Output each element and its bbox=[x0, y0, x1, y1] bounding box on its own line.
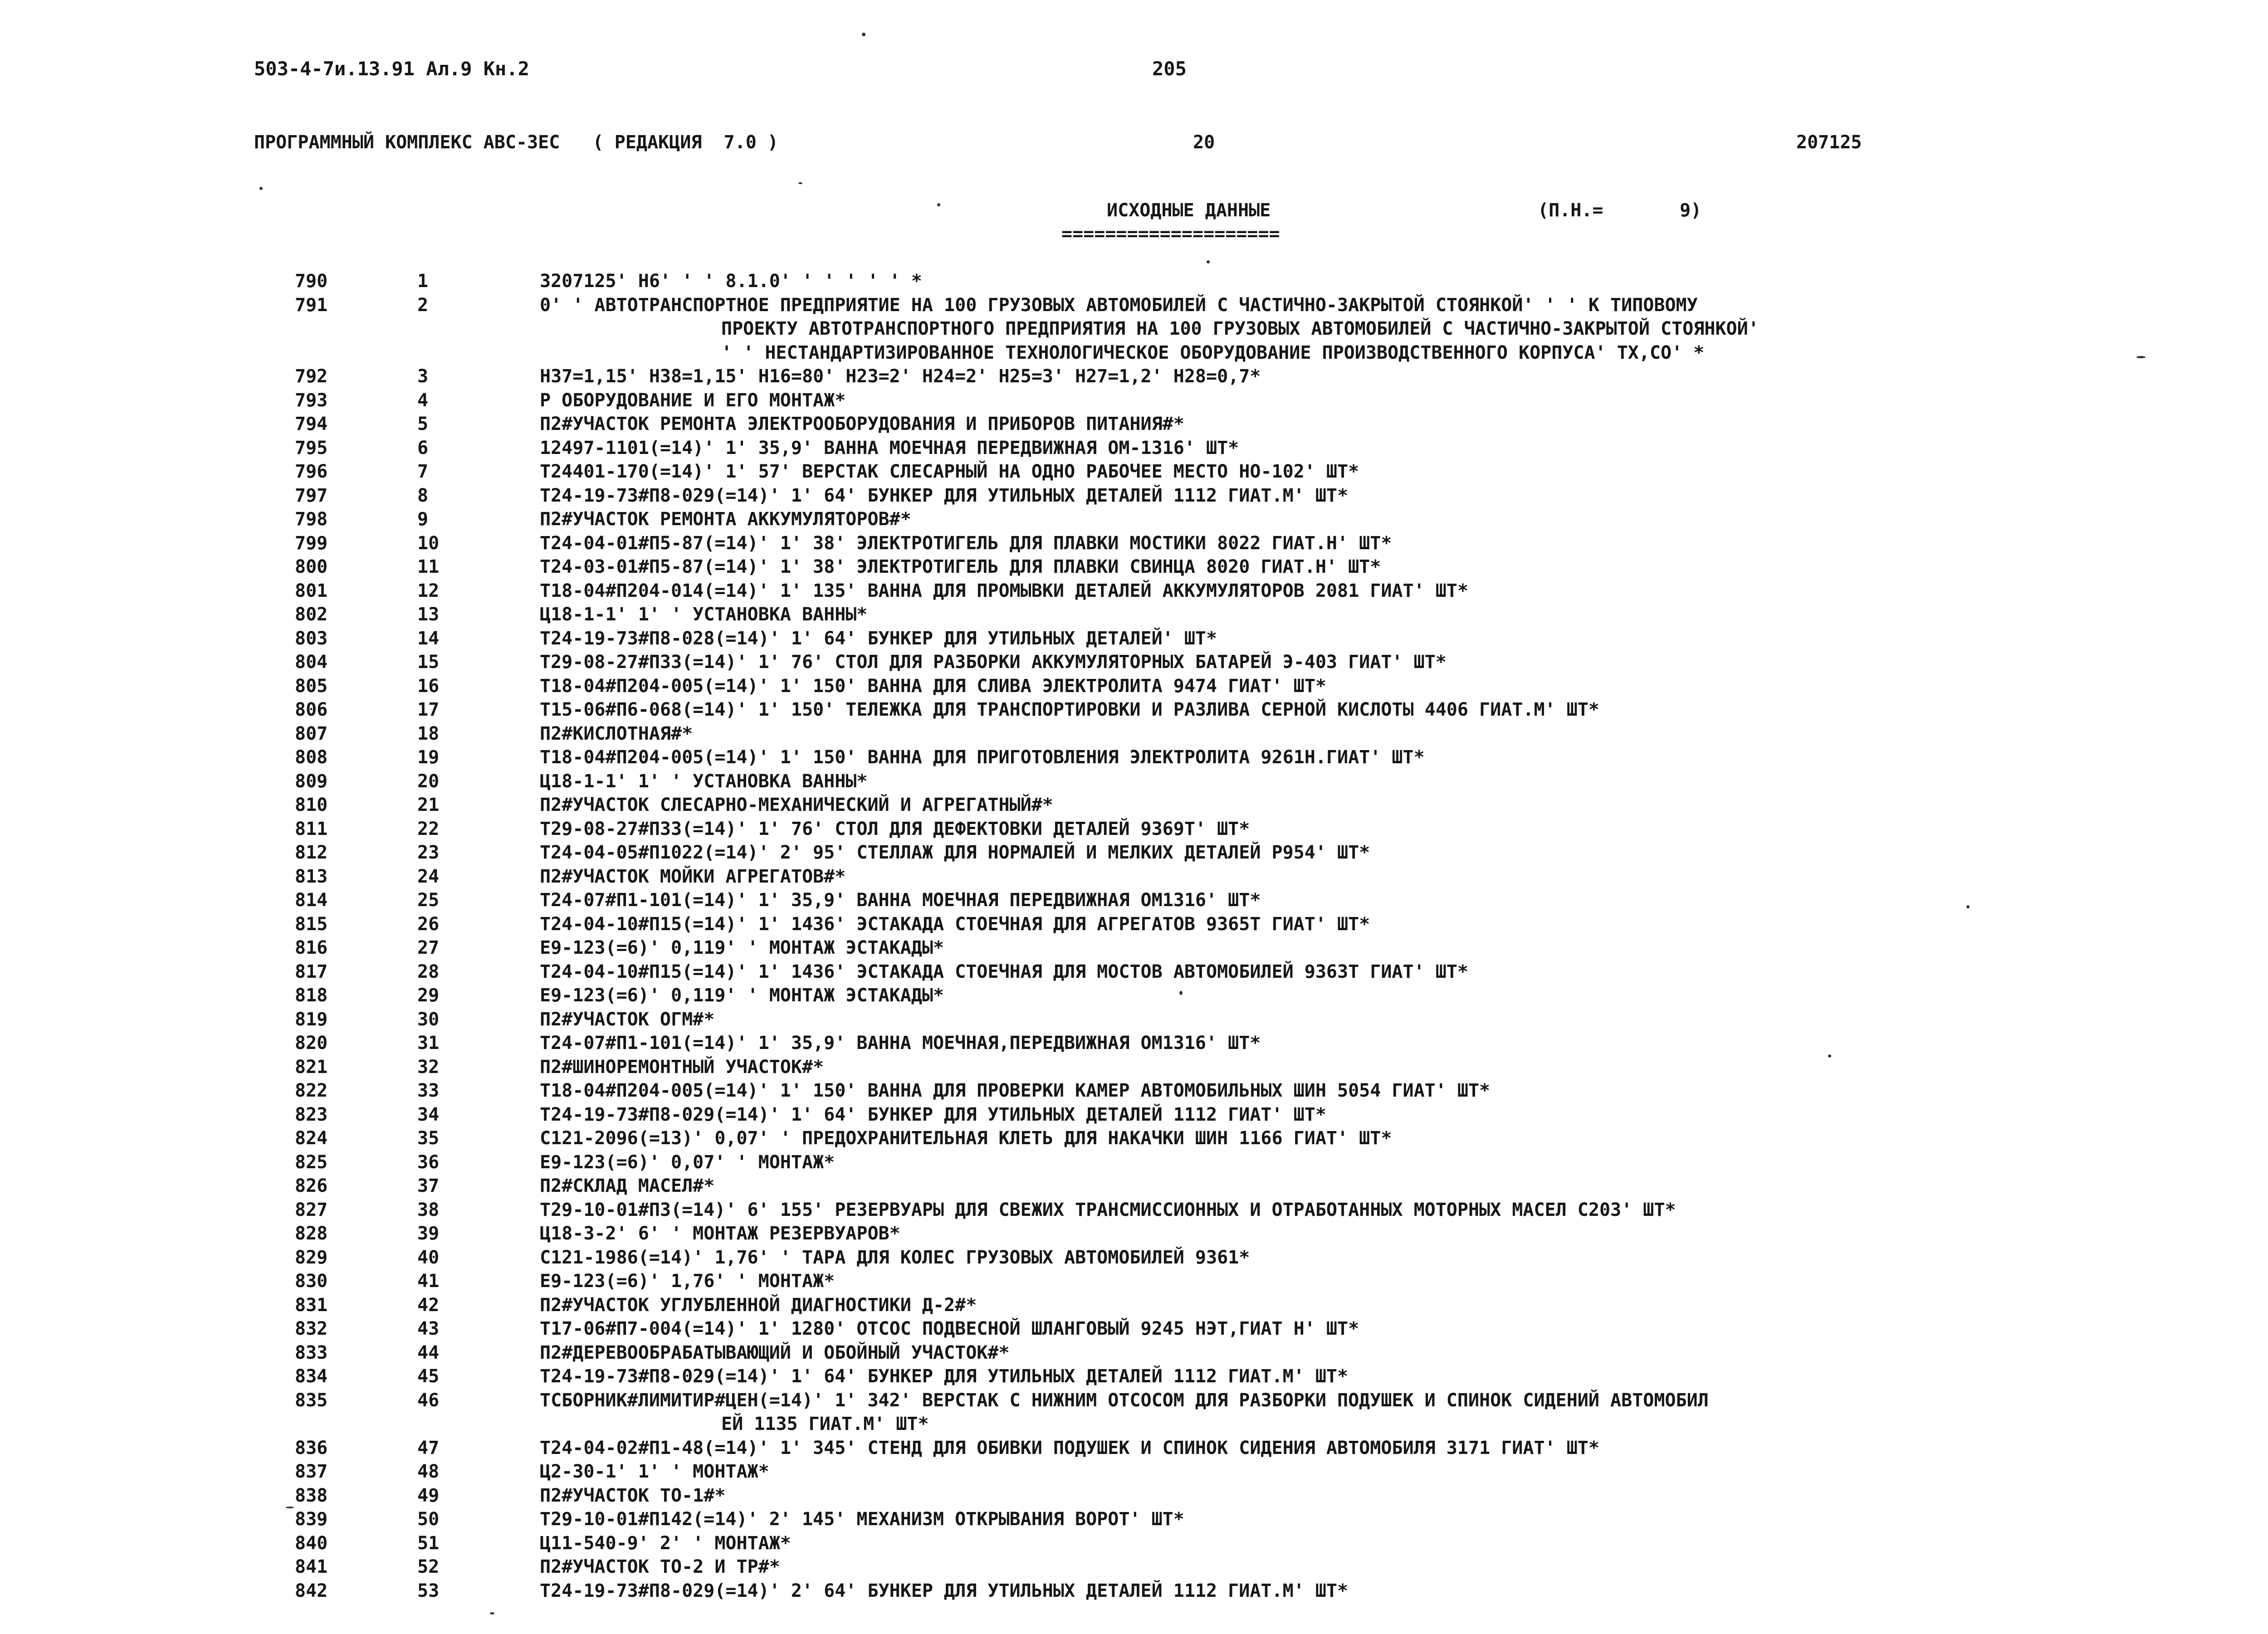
record-line: Т24-19-73#П8-028(=14)' 1' 64' БУНКЕР ДЛЯ УТИЛЬНЫХ ДЕТАЛЕЙ' ШТ* bbox=[540, 628, 1217, 649]
listing-row bbox=[0, 1365, 2268, 1389]
record-text bbox=[540, 984, 2100, 1008]
record-text bbox=[540, 269, 2100, 293]
record-line: 0' ' АВТОТРАНСПОРТНОЕ ПРЕДПРИЯТИЕ НА 100 ГРУЗОВЫХ АВТОМОБИЛЕЙ С ЧАСТИЧНО-ЗАКРЫТОЙ СТОЯНКОЙ' ' ' К ТИПОВОМУ bbox=[540, 294, 1698, 316]
record-text bbox=[540, 1008, 2100, 1032]
record-line: Т24-04-02#П1-48(=14)' 1' 345' СТЕНД ДЛЯ ОБИВКИ ПОДУШЕК И СПИНОК СИДЕНИЯ АВТОМОБИЛЯ 3171 ГИАТ' ШТ* bbox=[540, 1437, 1599, 1458]
record-line: 3207125' Н6' ' ' 8.1.0' ' ' ' ' ' * bbox=[540, 271, 922, 292]
line-number: 829 bbox=[295, 1247, 328, 1268]
record-line: Е9-123(=6)' 0,119' ' МОНТАЖ ЭСТАКАДЫ* bbox=[540, 985, 944, 1006]
sequence-number: 3 bbox=[417, 366, 429, 387]
sequence-number: 12 bbox=[417, 580, 440, 601]
record-text bbox=[540, 722, 2100, 746]
listing-row bbox=[0, 269, 2268, 293]
record-line: П2#СКЛАД МАСЕЛ#* bbox=[540, 1176, 715, 1196]
line-number: 820 bbox=[295, 1033, 328, 1054]
record-text bbox=[540, 579, 2100, 603]
line-number: 794 bbox=[295, 414, 328, 434]
record-line: П2#УЧАСТОК ТО-2 И ТР#* bbox=[540, 1556, 780, 1577]
listing-row bbox=[0, 1269, 2268, 1293]
line-number: 800 bbox=[295, 556, 328, 577]
record-line: П2#УЧАСТОК РЕМОНТА АККУМУЛЯТОРОВ#* bbox=[540, 509, 911, 530]
line-number: 797 bbox=[295, 485, 328, 506]
listing-row bbox=[0, 1532, 2268, 1556]
sequence-number: 27 bbox=[417, 937, 440, 958]
listing-row bbox=[0, 1008, 2268, 1032]
listing-row bbox=[0, 841, 2268, 865]
record-text bbox=[540, 746, 2100, 770]
listing-row bbox=[0, 555, 2268, 579]
line-number: 790 bbox=[295, 271, 328, 292]
record-line: Т18-04#П204-014(=14)' 1' 135' ВАННА ДЛЯ ПРОМЫВКИ ДЕТАЛЕЙ АККУМУЛЯТОРОВ 2081 ГИАТ' ШТ* bbox=[540, 580, 1468, 601]
record-text bbox=[540, 817, 2100, 841]
record-line: Т24401-170(=14)' 1' 57' ВЕРСТАК СЛЕСАРНЫЙ НА ОДНО РАБОЧЕЕ МЕСТО НО-102' ШТ* bbox=[540, 461, 1359, 482]
record-line: Т24-03-01#П5-87(=14)' 1' 38' ЭЛЕКТРОТИГЕЛЬ ДЛЯ ПЛАВКИ СВИНЦА 8020 ГИАТ.Н' ШТ* bbox=[540, 556, 1381, 577]
record-line: П2#КИСЛОТНАЯ#* bbox=[540, 723, 693, 744]
line-number: 803 bbox=[295, 628, 328, 649]
record-continuation-line: ЕЙ 1135 ГИАТ.М' ШТ* bbox=[721, 1414, 929, 1434]
listing-row bbox=[0, 650, 2268, 674]
listing-row bbox=[0, 888, 2268, 912]
scan-speck bbox=[2136, 356, 2146, 358]
listing-row bbox=[0, 436, 2268, 460]
listing-row bbox=[0, 460, 2268, 484]
record-text bbox=[540, 793, 2100, 817]
listing-row bbox=[0, 984, 2268, 1008]
sequence-number: 52 bbox=[417, 1556, 440, 1577]
record-text bbox=[540, 674, 2100, 698]
listing-row bbox=[0, 389, 2268, 413]
sequence-number: 18 bbox=[417, 723, 440, 744]
sequence-number: 50 bbox=[417, 1509, 440, 1530]
sequence-number: 36 bbox=[417, 1151, 440, 1173]
listing-row bbox=[0, 936, 2268, 960]
record-line: Т24-04-01#П5-87(=14)' 1' 38' ЭЛЕКТРОТИГЕЛЬ ДЛЯ ПЛАВКИ МОСТИКИ 8022 ГИАТ.Н' ШТ* bbox=[540, 532, 1392, 554]
record-text bbox=[540, 532, 2100, 556]
record-line: Т18-04#П204-005(=14)' 1' 150' ВАННА ДЛЯ СЛИВА ЭЛЕКТРОЛИТА 9474 ГИАТ' ШТ* bbox=[540, 675, 1326, 697]
record-line: Т24-04-10#П15(=14)' 1' 1436' ЭСТАКАДА СТОЕЧНАЯ ДЛЯ МОСТОВ АВТОМОБИЛЕЙ 9363Т ГИАТ' ШТ* bbox=[540, 961, 1468, 982]
listing-row bbox=[0, 365, 2268, 389]
listing-row bbox=[0, 865, 2268, 889]
record-line: Т29-10-01#П3(=14)' 6' 155' РЕЗЕРВУАРЫ ДЛЯ СВЕЖИХ ТРАНСМИССИОННЫХ И ОТРАБОТАННЫХ МОТОРНЫХ МАСЕЛ С203' ШТ* bbox=[540, 1199, 1676, 1220]
line-number: 805 bbox=[295, 675, 328, 697]
record-text bbox=[540, 1293, 2100, 1317]
sequence-number: 28 bbox=[417, 961, 440, 982]
record-text bbox=[540, 1484, 2100, 1508]
record-text bbox=[540, 1507, 2100, 1532]
record-line: С121-2096(=13)' 0,07' ' ПРЕДОХРАНИТЕЛЬНАЯ КЛЕТЬ ДЛЯ НАКАЧКИ ШИН 1166 ГИАТ' ШТ* bbox=[540, 1128, 1392, 1149]
sequence-number: 45 bbox=[417, 1366, 440, 1387]
line-number: 837 bbox=[295, 1461, 328, 1482]
page-number: 205 bbox=[1152, 58, 1187, 80]
record-text bbox=[540, 698, 2100, 722]
sequence-number: 10 bbox=[417, 532, 440, 554]
line-number: 791 bbox=[295, 294, 328, 316]
line-number: 824 bbox=[295, 1128, 328, 1149]
scan-speck bbox=[798, 182, 802, 184]
listing-row bbox=[0, 722, 2268, 746]
sequence-number: 2 bbox=[417, 294, 429, 316]
listing-row bbox=[0, 698, 2268, 722]
record-text bbox=[540, 1460, 2100, 1484]
record-text bbox=[540, 936, 2100, 960]
record-text bbox=[540, 389, 2100, 413]
record-line: П2#ДЕРЕВООБРАБАТЫВАЮЩИЙ И ОБОЙНЫЙ УЧАСТОК#* bbox=[540, 1342, 1010, 1363]
scan-speck bbox=[259, 187, 263, 190]
line-number: 834 bbox=[295, 1366, 328, 1387]
record-line: Т18-04#П204-005(=14)' 1' 150' ВАННА ДЛЯ ПРОВЕРКИ КАМЕР АВТОМОБИЛЬНЫХ ШИН 5054 ГИАТ' ШТ* bbox=[540, 1080, 1491, 1101]
line-number: 842 bbox=[295, 1580, 328, 1601]
sequence-number: 8 bbox=[417, 485, 429, 506]
line-number: 808 bbox=[295, 747, 328, 768]
line-number: 813 bbox=[295, 866, 328, 887]
record-text bbox=[540, 1127, 2100, 1151]
line-number: 825 bbox=[295, 1151, 328, 1173]
record-text bbox=[540, 1151, 2100, 1175]
sequence-number: 42 bbox=[417, 1294, 440, 1316]
line-number: 826 bbox=[295, 1176, 328, 1196]
record-text bbox=[540, 460, 2100, 484]
line-number: 804 bbox=[295, 652, 328, 673]
sequence-number: 5 bbox=[417, 414, 429, 434]
line-number: 815 bbox=[295, 913, 328, 935]
sequence-number: 53 bbox=[417, 1580, 440, 1601]
record-line: П2#УЧАСТОК УГЛУБЛЕННОЙ ДИАГНОСТИКИ Д-2#* bbox=[540, 1294, 977, 1316]
record-line: П2#УЧАСТОК МОЙКИ АГРЕГАТОВ#* bbox=[540, 866, 846, 887]
listing-row bbox=[0, 960, 2268, 984]
line-number: 802 bbox=[295, 604, 328, 625]
sequence-number: 37 bbox=[417, 1176, 440, 1196]
record-text bbox=[540, 1555, 2100, 1579]
line-number: 795 bbox=[295, 437, 328, 458]
line-number: 806 bbox=[295, 699, 328, 720]
record-text bbox=[540, 484, 2100, 508]
record-text bbox=[540, 555, 2100, 579]
record-line: Т29-10-01#П142(=14)' 2' 145' МЕХАНИЗМ ОТКРЫВАНИЯ ВОРОТ' ШТ* bbox=[540, 1509, 1184, 1530]
sequence-number: 35 bbox=[417, 1128, 440, 1149]
data-listing bbox=[0, 269, 2268, 1603]
record-text bbox=[540, 1103, 2100, 1127]
record-text bbox=[540, 1317, 2100, 1341]
listing-row bbox=[0, 293, 2268, 365]
listing-row bbox=[0, 579, 2268, 603]
listing-row bbox=[0, 1103, 2268, 1127]
section-title: ИСХОДНЫЕ ДАННЫЕ bbox=[1107, 200, 1271, 221]
line-number: 827 bbox=[295, 1199, 328, 1220]
listing-row bbox=[0, 1079, 2268, 1103]
record-line: Т24-04-10#П15(=14)' 1' 1436' ЭСТАКАДА СТОЕЧНАЯ ДЛЯ АГРЕГАТОВ 9365Т ГИАТ' ШТ* bbox=[540, 913, 1370, 935]
sequence-number: 30 bbox=[417, 1009, 440, 1030]
listing-row bbox=[0, 746, 2268, 770]
line-number: 816 bbox=[295, 937, 328, 958]
line-number: 835 bbox=[295, 1390, 328, 1411]
record-line: ТСБОРНИК#ЛИМИТИР#ЦЕН(=14)' 1' 342' ВЕРСТАК С НИЖНИМ ОТСОСОМ ДЛЯ РАЗБОРКИ ПОДУШЕК И СПИНОК СИДЕНИЙ АВТОМОБИЛ bbox=[540, 1390, 1709, 1411]
line-number: 839 bbox=[295, 1509, 328, 1530]
line-number: 836 bbox=[295, 1437, 328, 1458]
listing-row bbox=[0, 1341, 2268, 1365]
record-line: П2#УЧАСТОК ТО-1#* bbox=[540, 1485, 726, 1506]
record-line: 12497-1101(=14)' 1' 35,9' ВАННА МОЕЧНАЯ ПЕРЕДВИЖНАЯ ОМ-1316' ШТ* bbox=[540, 437, 1239, 458]
line-number: 831 bbox=[295, 1294, 328, 1316]
sequence-number: 1 bbox=[417, 271, 429, 292]
record-text bbox=[540, 627, 2100, 651]
sequence-number: 4 bbox=[417, 390, 429, 411]
listing-row bbox=[0, 1151, 2268, 1175]
listing-row bbox=[0, 1293, 2268, 1317]
line-number: 818 bbox=[295, 985, 328, 1006]
record-text bbox=[540, 412, 2100, 436]
listing-row bbox=[0, 532, 2268, 556]
record-text bbox=[540, 770, 2100, 794]
record-text bbox=[540, 1341, 2100, 1365]
line-number: 819 bbox=[295, 1009, 328, 1030]
record-line: Н37=1,15' Н38=1,15' Н16=80' Н23=2' Н24=2' Н25=3' Н27=1,2' Н28=0,7* bbox=[540, 366, 1261, 387]
document-code: 207125 bbox=[1796, 132, 1862, 153]
record-line: Е9-123(=6)' 1,76' ' МОНТАЖ* bbox=[540, 1271, 835, 1292]
record-text bbox=[540, 1532, 2100, 1556]
scan-speck bbox=[1207, 260, 1210, 263]
sequence-number: 9 bbox=[417, 509, 429, 530]
record-text bbox=[540, 1174, 2100, 1198]
record-continuation-line: ' ' НЕСТАНДАРТИЗИРОВАННОЕ ТЕХНОЛОГИЧЕСКОЕ ОБОРУДОВАНИЕ ПРОИЗВОДСТВЕННОГО КОРПУСА' ТХ,СО' * bbox=[721, 342, 1705, 363]
sequence-number: 40 bbox=[417, 1247, 440, 1268]
line-number: 807 bbox=[295, 723, 328, 744]
line-number: 832 bbox=[295, 1318, 328, 1339]
sequence-number: 25 bbox=[417, 890, 440, 911]
record-line: Ц2-30-1' 1' ' МОНТАЖ* bbox=[540, 1461, 769, 1482]
sequence-number: 17 bbox=[417, 699, 440, 720]
listing-row bbox=[0, 627, 2268, 651]
record-line: Р ОБОРУДОВАНИЕ И ЕГО МОНТАЖ* bbox=[540, 390, 846, 411]
record-text bbox=[540, 1222, 2100, 1246]
sequence-number: 39 bbox=[417, 1223, 440, 1244]
record-text bbox=[540, 1389, 2100, 1436]
line-number: 793 bbox=[295, 390, 328, 411]
record-text bbox=[540, 603, 2100, 627]
sequence-number: 19 bbox=[417, 747, 440, 768]
record-text bbox=[540, 1436, 2100, 1460]
scan-speck bbox=[286, 1507, 294, 1508]
line-number: 838 bbox=[295, 1485, 328, 1506]
sequence-number: 32 bbox=[417, 1056, 440, 1078]
program-header: ПРОГРАММНЫЙ КОМПЛЕКС АВС-ЗЕС ( РЕДАКЦИЯ 7.0 ) bbox=[254, 132, 778, 153]
line-number: 792 bbox=[295, 366, 328, 387]
sequence-number: 29 bbox=[417, 985, 440, 1006]
line-number: 812 bbox=[295, 842, 328, 863]
record-text bbox=[540, 1079, 2100, 1103]
listing-row bbox=[0, 1174, 2268, 1198]
sequence-number: 33 bbox=[417, 1080, 440, 1101]
listing-row bbox=[0, 412, 2268, 436]
record-text bbox=[540, 960, 2100, 984]
line-number: 833 bbox=[295, 1342, 328, 1363]
record-text bbox=[540, 650, 2100, 674]
listing-row bbox=[0, 1198, 2268, 1222]
listing-row bbox=[0, 1222, 2268, 1246]
sequence-number: 15 bbox=[417, 652, 440, 673]
line-number: 798 bbox=[295, 509, 328, 530]
line-number: 814 bbox=[295, 890, 328, 911]
record-line: Т24-07#П1-101(=14)' 1' 35,9' ВАННА МОЕЧНАЯ ПЕРЕДВИЖНАЯ ОМ1316' ШТ* bbox=[540, 890, 1261, 911]
record-line: П2#УЧАСТОК СЛЕСАРНО-МЕХАНИЧЕСКИЙ И АГРЕГАТНЫЙ#* bbox=[540, 795, 1053, 815]
sequence-number: 34 bbox=[417, 1104, 440, 1125]
record-text bbox=[540, 436, 2100, 460]
record-text bbox=[540, 1198, 2100, 1222]
listing-row bbox=[0, 817, 2268, 841]
record-text bbox=[540, 888, 2100, 912]
listing-row bbox=[0, 507, 2268, 532]
line-number: 809 bbox=[295, 771, 328, 792]
record-line: Т24-04-05#П1022(=14)' 2' 95' СТЕЛЛАЖ ДЛЯ НОРМАЛЕЙ И МЕЛКИХ ДЕТАЛЕЙ Р954' ШТ* bbox=[540, 842, 1370, 863]
sequence-number: 26 bbox=[417, 913, 440, 935]
line-number: 799 bbox=[295, 532, 328, 554]
listing-row bbox=[0, 1317, 2268, 1341]
record-line: Т24-19-73#П8-029(=14)' 1' 64' БУНКЕР ДЛЯ УТИЛЬНЫХ ДЕТАЛЕЙ 1112 ГИАТ.М' ШТ* bbox=[540, 485, 1349, 506]
line-number: 828 bbox=[295, 1223, 328, 1244]
listing-row bbox=[0, 484, 2268, 508]
line-number: 830 bbox=[295, 1271, 328, 1292]
line-number: 817 bbox=[295, 961, 328, 982]
section-pn: (П.Н.= 9) bbox=[1538, 200, 1702, 221]
scan-speck bbox=[937, 203, 940, 206]
listing-row bbox=[0, 1031, 2268, 1055]
record-line: С121-1986(=14)' 1,76' ' ТАРА ДЛЯ КОЛЕС ГРУЗОВЫХ АВТОМОБИЛЕЙ 9361* bbox=[540, 1247, 1250, 1268]
record-continuation-line: ПРОЕКТУ АВТОТРАНСПОРТНОГО ПРЕДПРИЯТИЯ НА 100 ГРУЗОВЫХ АВТОМОБИЛЕЙ С ЧАСТИЧНО-ЗАКРЫТОЙ СТОЯНКОЙ' bbox=[721, 318, 1759, 339]
record-line: Е9-123(=6)' 0,07' ' МОНТАЖ* bbox=[540, 1151, 835, 1173]
scan-speck bbox=[1179, 991, 1183, 995]
record-line: Т24-07#П1-101(=14)' 1' 35,9' ВАННА МОЕЧНАЯ,ПЕРЕДВИЖНАЯ ОМ1316' ШТ* bbox=[540, 1033, 1261, 1054]
listing-row bbox=[0, 1389, 2268, 1436]
listing-row bbox=[0, 1484, 2268, 1508]
line-number: 810 bbox=[295, 795, 328, 815]
scan-speck bbox=[1966, 905, 1970, 908]
record-line: Т24-19-73#П8-029(=14)' 1' 64' БУНКЕР ДЛЯ УТИЛЬНЫХ ДЕТАЛЕЙ 1112 ГИАТ' ШТ* bbox=[540, 1104, 1326, 1125]
record-line: Ц18-3-2' 6' ' МОНТАЖ РЕЗЕРВУАРОВ* bbox=[540, 1223, 900, 1244]
listing-row bbox=[0, 1460, 2268, 1484]
sequence-number: 6 bbox=[417, 437, 429, 458]
scan-speck bbox=[1828, 1054, 1831, 1058]
record-line: Т29-08-27#П33(=14)' 1' 76' СТОЛ ДЛЯ ДЕФЕКТОВКИ ДЕТАЛЕЙ 9369Т' ШТ* bbox=[540, 818, 1250, 839]
record-text bbox=[540, 865, 2100, 889]
record-text bbox=[540, 1579, 2100, 1603]
record-line: Е9-123(=6)' 0,119' ' МОНТАЖ ЭСТАКАДЫ* bbox=[540, 937, 944, 958]
line-number: 840 bbox=[295, 1532, 328, 1554]
line-number: 796 bbox=[295, 461, 328, 482]
record-text bbox=[540, 841, 2100, 865]
line-number: 822 bbox=[295, 1080, 328, 1101]
scan-speck bbox=[490, 1612, 494, 1614]
record-line: П2#УЧАСТОК ОГМ#* bbox=[540, 1009, 715, 1030]
scan-speck bbox=[862, 33, 865, 36]
listing-row bbox=[0, 1436, 2268, 1460]
record-line: Т29-08-27#П33(=14)' 1' 76' СТОЛ ДЛЯ РАЗБОРКИ АККУМУЛЯТОРНЫХ БАТАРЕЙ Э-403 ГИАТ' ШТ* bbox=[540, 652, 1447, 673]
listing-row bbox=[0, 674, 2268, 698]
record-text bbox=[540, 912, 2100, 937]
record-text bbox=[540, 1031, 2100, 1055]
record-line: Т17-06#П7-004(=14)' 1' 1280' ОТСОС ПОДВЕСНОЙ ШЛАНГОВЫЙ 9245 НЭТ,ГИАТ Н' ШТ* bbox=[540, 1318, 1359, 1339]
record-line: П2#УЧАСТОК РЕМОНТА ЭЛЕКТРООБОРУДОВАНИЯ И ПРИБОРОВ ПИТАНИЯ#* bbox=[540, 414, 1184, 434]
record-line: Ц11-540-9' 2' ' МОНТАЖ* bbox=[540, 1532, 791, 1554]
sequence-number: 24 bbox=[417, 866, 440, 887]
sequence-number: 48 bbox=[417, 1461, 440, 1482]
listing-row bbox=[0, 1555, 2268, 1579]
sequence-number: 43 bbox=[417, 1318, 440, 1339]
record-text bbox=[540, 1365, 2100, 1389]
sequence-number: 46 bbox=[417, 1390, 440, 1411]
listing-row bbox=[0, 1055, 2268, 1079]
line-number: 821 bbox=[295, 1056, 328, 1078]
line-number: 823 bbox=[295, 1104, 328, 1125]
document-reference: 503-4-7и.13.91 Ал.9 Кн.2 bbox=[254, 58, 529, 80]
sequence-number: 13 bbox=[417, 604, 440, 625]
line-number: 841 bbox=[295, 1556, 328, 1577]
sequence-number: 41 bbox=[417, 1271, 440, 1292]
sequence-number: 47 bbox=[417, 1437, 440, 1458]
sequence-number: 20 bbox=[417, 771, 440, 792]
sequence-number: 14 bbox=[417, 628, 440, 649]
listing-row bbox=[0, 770, 2268, 794]
sequence-number: 31 bbox=[417, 1033, 440, 1054]
record-line: Т18-04#П204-005(=14)' 1' 150' ВАННА ДЛЯ ПРИГОТОВЛЕНИЯ ЭЛЕКТРОЛИТА 9261Н.ГИАТ' ШТ* bbox=[540, 747, 1425, 768]
sequence-number: 22 bbox=[417, 818, 440, 839]
listing-row bbox=[0, 603, 2268, 627]
record-text bbox=[540, 1246, 2100, 1270]
sequence-number: 44 bbox=[417, 1342, 440, 1363]
line-number: 801 bbox=[295, 580, 328, 601]
sequence-number: 38 bbox=[417, 1199, 440, 1220]
sequence-number: 23 bbox=[417, 842, 440, 863]
listing-row bbox=[0, 1127, 2268, 1151]
sequence-number: 11 bbox=[417, 556, 440, 577]
record-text bbox=[540, 1269, 2100, 1293]
record-line: П2#ШИНОРЕМОНТНЫЙ УЧАСТОК#* bbox=[540, 1056, 824, 1078]
sheet-number: 20 bbox=[1193, 132, 1215, 153]
sequence-number: 16 bbox=[417, 675, 440, 697]
sequence-number: 51 bbox=[417, 1532, 440, 1554]
listing-row bbox=[0, 1246, 2268, 1270]
record-text bbox=[540, 1055, 2100, 1079]
listing-row bbox=[0, 1507, 2268, 1532]
record-text bbox=[540, 365, 2100, 389]
sequence-number: 49 bbox=[417, 1485, 440, 1506]
listing-row bbox=[0, 793, 2268, 817]
sequence-number: 7 bbox=[417, 461, 429, 482]
record-text bbox=[540, 293, 2100, 365]
section-title-underline: ==================== bbox=[1061, 224, 1280, 244]
record-line: Т24-19-73#П8-029(=14)' 1' 64' БУНКЕР ДЛЯ УТИЛЬНЫХ ДЕТАЛЕЙ 1112 ГИАТ.М' ШТ* bbox=[540, 1366, 1349, 1387]
line-number: 811 bbox=[295, 818, 328, 839]
listing-row bbox=[0, 912, 2268, 937]
record-line: Ц18-1-1' 1' ' УСТАНОВКА ВАННЫ* bbox=[540, 604, 868, 625]
listing-row bbox=[0, 1579, 2268, 1603]
record-line: Ц18-1-1' 1' ' УСТАНОВКА ВАННЫ* bbox=[540, 771, 868, 792]
record-line: Т24-19-73#П8-029(=14)' 2' 64' БУНКЕР ДЛЯ УТИЛЬНЫХ ДЕТАЛЕЙ 1112 ГИАТ.М' ШТ* bbox=[540, 1580, 1349, 1601]
record-text bbox=[540, 507, 2100, 532]
sequence-number: 21 bbox=[417, 795, 440, 815]
record-line: Т15-06#П6-068(=14)' 1' 150' ТЕЛЕЖКА ДЛЯ ТРАНСПОРТИРОВКИ И РАЗЛИВА СЕРНОЙ КИСЛОТЫ 4406 ГИАТ.М' ШТ* bbox=[540, 699, 1599, 720]
